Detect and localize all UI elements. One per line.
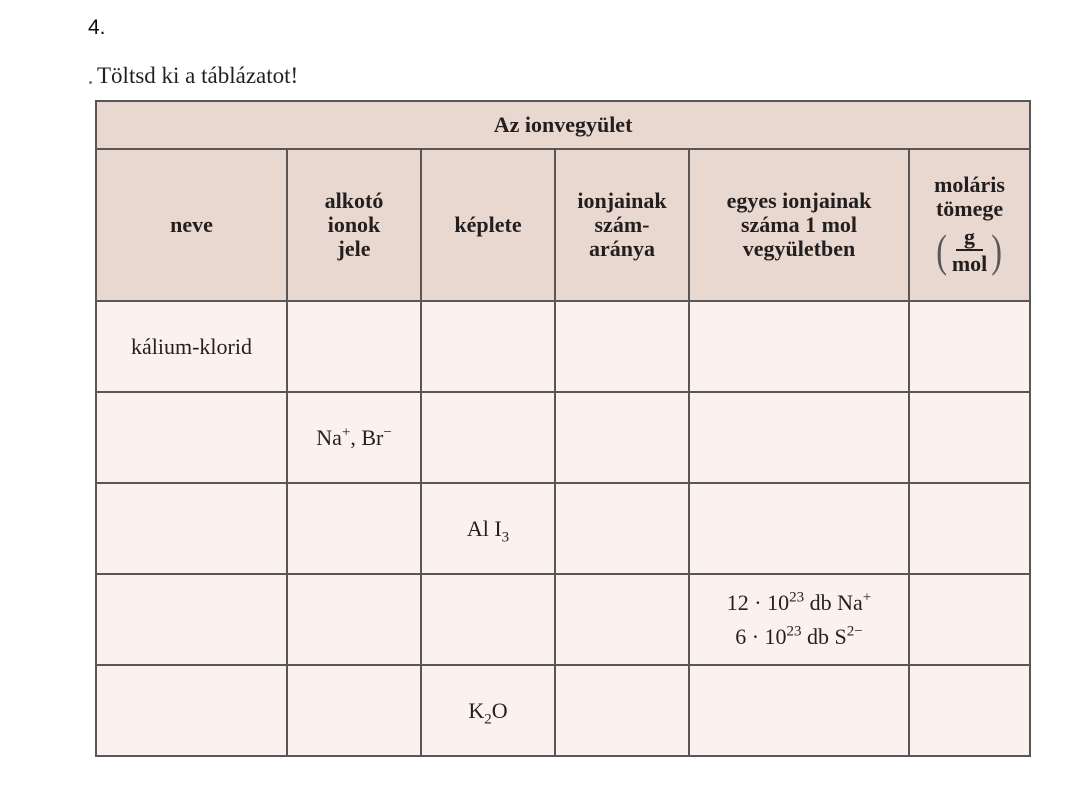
bullet-dot	[89, 81, 92, 84]
header-egyes-ionjainak	[689, 149, 909, 301]
ion-charge: +	[862, 589, 872, 606]
ion-charge: −	[383, 424, 392, 441]
count-coefficient: 12 · 10	[726, 589, 790, 615]
count-ion: db S	[801, 623, 847, 649]
formula-subscript: 2	[484, 710, 492, 727]
formula-base: O	[491, 697, 508, 723]
ion-separator: ,	[350, 424, 362, 450]
formula-base: Al I	[466, 515, 502, 541]
table-row	[96, 665, 1030, 756]
ion-symbol: Br	[361, 424, 384, 450]
count-ion: db Na	[804, 589, 863, 615]
left-paren: (	[936, 225, 948, 276]
cell-ion-count[interactable]	[689, 665, 909, 756]
ion-charge: 2−	[846, 623, 863, 640]
chemical-formula	[468, 694, 507, 728]
ion-count-line	[727, 586, 871, 620]
cell-ratio[interactable]	[555, 301, 689, 392]
header-line: moláris	[934, 172, 1005, 197]
count-exponent: 23	[786, 623, 802, 640]
cell-ions[interactable]	[287, 392, 421, 483]
unit-denominator: mol	[951, 251, 988, 276]
formula-base: K	[468, 697, 485, 723]
cell-ions[interactable]	[287, 665, 421, 756]
table-title: Az ionvegyület	[96, 101, 1030, 149]
unit-fraction	[952, 225, 987, 277]
formula-subscript: 3	[501, 528, 510, 545]
cell-ions[interactable]	[287, 483, 421, 574]
cell-name[interactable]	[96, 574, 287, 665]
cell-molar-mass[interactable]	[909, 574, 1030, 665]
cell-ratio[interactable]	[555, 574, 689, 665]
header-line: vegyületben	[742, 236, 856, 261]
count-coefficient: 6 · 10	[735, 623, 787, 649]
cell-molar-mass[interactable]	[909, 301, 1030, 392]
unit-g-per-mol	[934, 225, 1004, 277]
header-line: jele	[337, 236, 371, 261]
header-line: alkotó	[324, 188, 384, 213]
header-keplete: képlete	[421, 149, 555, 301]
cell-ions[interactable]	[287, 301, 421, 392]
header-line: ionok	[327, 212, 381, 237]
ion-symbol: Na	[316, 424, 342, 450]
ion-charge: +	[341, 424, 351, 441]
cell-molar-mass[interactable]	[909, 392, 1030, 483]
task-number: 4.	[88, 16, 106, 39]
header-molaris-tomege	[909, 149, 1030, 301]
cell-ion-count[interactable]	[689, 392, 909, 483]
cell-formula[interactable]	[421, 301, 555, 392]
cell-name[interactable]	[96, 483, 287, 574]
header-line: szám-	[594, 212, 650, 237]
cell-ion-count[interactable]	[689, 301, 909, 392]
cell-ratio[interactable]	[555, 665, 689, 756]
table-row	[96, 301, 1030, 392]
chemical-formula	[467, 512, 509, 546]
header-szamarany	[555, 149, 689, 301]
table-row	[96, 574, 1030, 665]
header-line: aránya	[589, 236, 655, 261]
table-row	[96, 483, 1030, 574]
cell-name[interactable]: kálium-klorid	[96, 301, 287, 392]
cell-ions[interactable]	[287, 574, 421, 665]
cell-formula[interactable]	[421, 574, 555, 665]
cell-ion-count[interactable]	[689, 483, 909, 574]
cell-ion-count[interactable]	[689, 574, 909, 665]
instruction-text: Töltsd ki a táblázatot!	[97, 63, 299, 88]
cell-molar-mass[interactable]	[909, 483, 1030, 574]
ion-list	[316, 421, 392, 455]
right-paren: )	[991, 225, 1003, 276]
cell-formula[interactable]	[421, 392, 555, 483]
count-exponent: 23	[789, 589, 805, 606]
header-line: tömege	[935, 196, 1004, 221]
cell-ratio[interactable]	[555, 392, 689, 483]
header-neve: neve	[96, 149, 287, 301]
table-row	[96, 392, 1030, 483]
cell-molar-mass[interactable]	[909, 665, 1030, 756]
header-line: száma 1 mol	[740, 212, 858, 237]
header-alkoto-ionok	[287, 149, 421, 301]
cell-formula[interactable]	[421, 665, 555, 756]
unit-numerator: g	[956, 225, 983, 251]
cell-name[interactable]	[96, 665, 287, 756]
cell-ratio[interactable]	[555, 483, 689, 574]
ion-compound-table	[95, 100, 1031, 757]
cell-formula[interactable]	[421, 483, 555, 574]
header-line: egyes ionjainak	[726, 188, 872, 213]
header-line: ionjainak	[577, 188, 667, 213]
cell-name[interactable]	[96, 392, 287, 483]
ion-count-line	[735, 620, 863, 654]
